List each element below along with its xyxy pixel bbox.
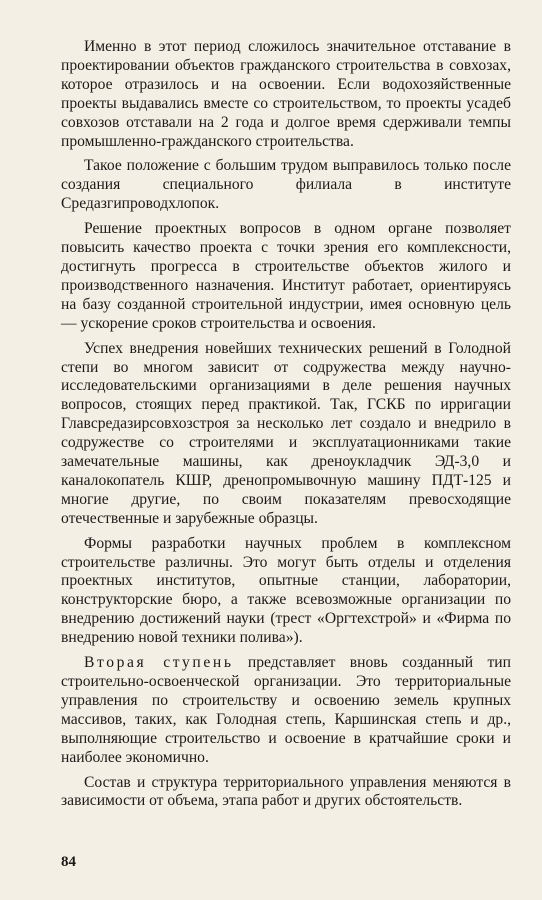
paragraph-6-lead: Вторая ступень — [84, 654, 234, 672]
paragraph-4: Успех внедрения новейших технических решений в Голодной степи во многом зависит от содружества между научно-исследовательскими организациями в деле решения научных вопросов, стоящих перед практикой. Так, ГСКБ по ирригации Главсредазирсовхозстроя за несколько лет создало и внедрило в содружестве со строителями и эксплуатационниками такие замечательные машины, как дреноукладчик ЭД-3,0 и каналокопатель КШР, дренопромывочную машину ПДТ-125 и многие другие, по своим показателям превосходящие отечественные и зарубежные образцы. — [61, 339, 511, 527]
paragraph-6-rest: представляет вновь созданный тип строительно-освоенческой организации. Это территориальные управления по строительству и освоению земель крупных массивов, таких, как Голодная степь, Каршинская степь и др., выполняющие строительство и освоение в кратчайшие сроки и наиболее экономично. — [61, 654, 511, 766]
paragraph-1: Именно в этот период сложилось значительное отставание в проектировании объектов гражданского строительства в совхозах, которое отразилось и на освоении. Если водохозяйственные проекты выдавались вместе со строительством, то проекты усадеб совхозов отставали на 2 года и долгое время сдерживали темпы промышленно-гражданского строительства. — [61, 38, 511, 150]
paragraph-6 — [61, 654, 511, 767]
paragraph-7: Состав и структура территориального управления меняются в зависимости от объема, этапа работ и других обстоятельств. — [61, 773, 511, 810]
paragraph-3: Решение проектных вопросов в одном органе позволяет повысить качество проекта с точки зрения его комплексности, достигнуть прогресса в строительстве объектов жилого и производственного назначения. Институт работает, ориентируясь на базу созданной строительной индустрии, имея основную цель — ускорение сроков строительства и освоения. — [61, 220, 511, 332]
page-number: 84 — [61, 854, 76, 870]
body-text — [61, 38, 511, 817]
paragraph-5: Формы разработки научных проблем в комплексном строительстве различны. Это могут быть отделы и отделения проектных институтов, опытные станции, лаборатории, конструкторские бюро, а также всевозможные организации по внедрению достижений науки (трест «Оргтехстрой» и «Фирма по внедрению новой техники полива»). — [61, 534, 511, 647]
paragraph-2: Такое положение с большим трудом выправилось только после создания специального филиала в институте Средазгипроводхлопок. — [61, 157, 511, 213]
